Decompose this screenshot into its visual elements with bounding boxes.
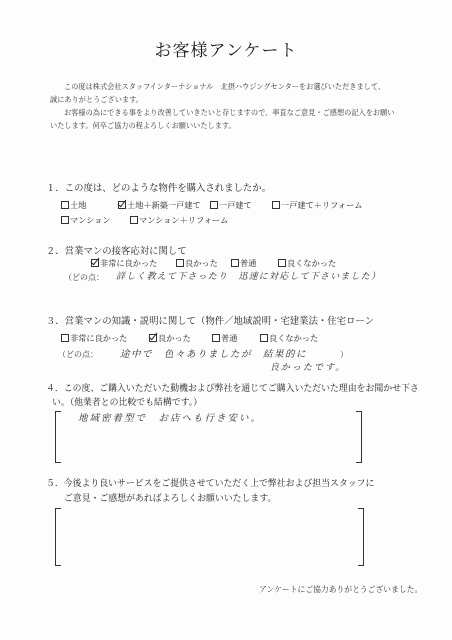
footer-thanks: アンケートにご協力ありがとうございました。: [259, 585, 423, 594]
question-5-label-1: ５．今後より良いサービスをご提供させていただく上で弊社および担当スタッフに: [46, 479, 375, 489]
q1-option-house-reform[interactable]: 一戸建て＋リフォーム: [272, 200, 362, 211]
checkbox[interactable]: [176, 259, 184, 267]
page-title: お客様アンケート: [154, 41, 298, 61]
q4-answer-box-right: [356, 411, 362, 463]
checkbox[interactable]: [231, 259, 239, 267]
checkbox[interactable]: [278, 259, 286, 267]
q3-close-paren: ）: [340, 350, 348, 359]
question-1-label: １．この度は、どのような物件を購入されましたか。: [46, 183, 272, 194]
checkbox[interactable]: [61, 201, 69, 209]
q1-option-land[interactable]: 土地: [61, 200, 86, 211]
checkbox[interactable]: [130, 216, 138, 224]
q3-answer-line-2: 良かったです。: [270, 363, 347, 373]
q3-answer-line-1: 途中で 色々ありましたが 結果的に: [120, 349, 308, 360]
intro-line-4: いたします。何卒ご協力の程よろしくお願いいたします。: [50, 121, 236, 130]
question-3-label: ３．営業マンの知識・説明に関して（物件／地域説明・宅建業法・住宅ローン: [46, 316, 374, 327]
q4-answer[interactable]: 地域密着型で お店へも行き安い。: [78, 413, 263, 424]
checkbox[interactable]: [61, 334, 69, 342]
q4-answer-box-left: [55, 411, 61, 463]
q2-point-label: （どの点：: [64, 273, 104, 282]
q1-option-land-new-house[interactable]: 土地＋新築一戸建て: [118, 200, 201, 211]
q2-option-normal[interactable]: 普通: [231, 258, 256, 269]
intro-line-1: この度は株式会社スタッフインターナショナル 北摂ハウジングセンターをお選びいただきまして、: [64, 82, 386, 91]
checkbox[interactable]: [272, 201, 280, 209]
checkbox-checked[interactable]: [91, 259, 99, 267]
checkbox[interactable]: [212, 334, 220, 342]
q3-option-normal[interactable]: 普通: [212, 333, 237, 344]
intro-line-2: 誠にありがとうございます。: [50, 95, 143, 104]
q2-answer: 詳しく教えて下さったり 迅速に対応して下さいました）: [116, 272, 382, 282]
question-5-label-2: ご意見・ご感想があればよろしくお願いいたします。: [64, 494, 277, 504]
question-4-label-2: い。（他業者との比較でも結構です。）: [52, 398, 203, 408]
q3-option-not-good[interactable]: 良くなかった: [260, 333, 318, 344]
checkbox-checked[interactable]: [118, 201, 126, 209]
question-4-label-1: ４．この度、ご購入いただいた動機および弊社を通じてご購入いただいた理由をお聞かせ下さ: [46, 384, 419, 394]
checkbox[interactable]: [210, 201, 218, 209]
q3-option-good[interactable]: 良かった: [149, 333, 191, 344]
q2-option-not-good[interactable]: 良くなかった: [278, 258, 336, 269]
q5-answer-box-right: [358, 508, 364, 566]
q3-option-very-good[interactable]: 非常に良かった: [61, 333, 127, 344]
q2-option-very-good[interactable]: 非常に良かった: [91, 258, 157, 269]
q2-option-good[interactable]: 良かった: [176, 258, 218, 269]
q1-option-house[interactable]: 一戸建て: [210, 200, 252, 211]
q1-option-mansion[interactable]: マンション: [61, 215, 111, 226]
q5-answer-box-left: [55, 508, 61, 566]
q3-point-label: （どの点：: [58, 350, 98, 359]
question-2-label: ２．営業マンの接客応対に関して: [46, 246, 187, 257]
checkbox[interactable]: [260, 334, 268, 342]
q1-option-mansion-reform[interactable]: マンション＋リフォーム: [130, 215, 228, 226]
checkbox[interactable]: [61, 216, 69, 224]
intro-line-3: お客様の為にできる事をより改善していきたいと存じますので、率直なご意見・ご感想の記入をお願い: [64, 108, 395, 117]
checkbox-checked[interactable]: [149, 334, 157, 342]
